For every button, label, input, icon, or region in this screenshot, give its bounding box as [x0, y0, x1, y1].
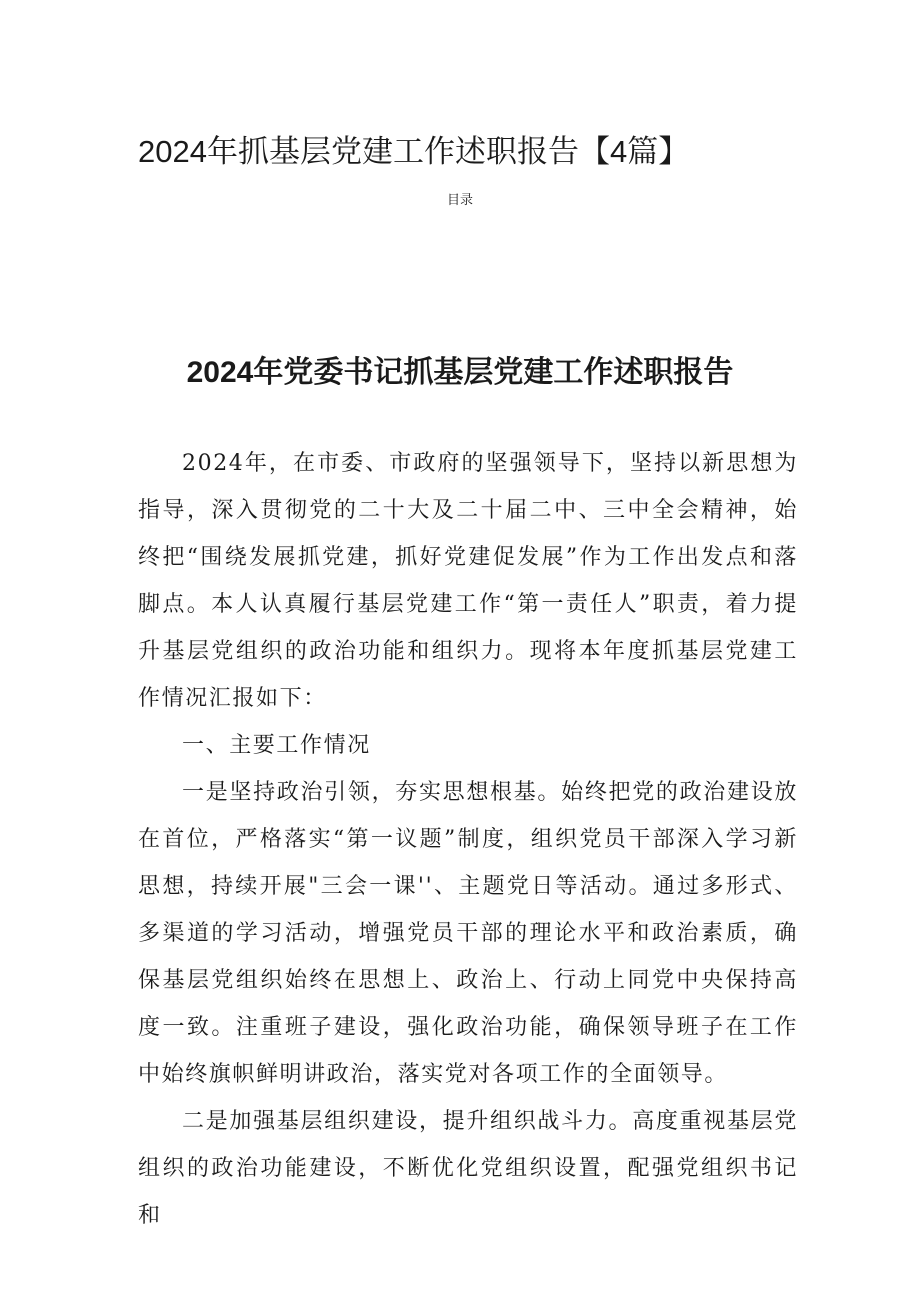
paragraph-organization-building: 二是加强基层组织建设，提升组织战斗力。高度重视基层党组织的政治功能建设，不断优化党组织设置，配强党组织书记和	[138, 1109, 798, 1228]
document-title: 2024年抓基层党建工作述职报告【4篇】	[138, 134, 690, 169]
paragraph-political-leadership: 一是坚持政治引领，夯实思想根基。始终把党的政治建设放在首位，严格落实“第一议题”制度，组织党员干部深入学习新思想，持续开展"三会一课''、主题党日等活动。通过多形式、多渠道的学习活动，增强党员干部的理论水平和政治素质，确保基层党组织始终在思想上、政治上、行动上同党中央保持高度一致。注重班子建设，强化政治功能，确保领导班子在工作中始终旗帜鲜明讲政治，落实党对各项工作的全面领导。	[138, 780, 798, 1087]
paragraph-intro: 2024年，在市委、市政府的坚强领导下，坚持以新思想为指导，深入贯彻党的二十大及二十届二中、三中全会精神，始终把“围绕发展抓党建，抓好党建促发展”作为工作出发点和落脚点。本人认真履行基层党建工作“第一责任人”职责，着力提升基层党组织的政治功能和组织力。现将本年度抓基层党建工作情况汇报如下：	[138, 451, 798, 711]
table-of-contents-label: 目录	[446, 193, 473, 208]
body-text	[138, 440, 798, 1239]
paragraph-heading-main-work: 一、主要工作情况	[182, 733, 371, 758]
section-title: 2024年党委书记抓基层党建工作述职报告	[186, 356, 734, 389]
